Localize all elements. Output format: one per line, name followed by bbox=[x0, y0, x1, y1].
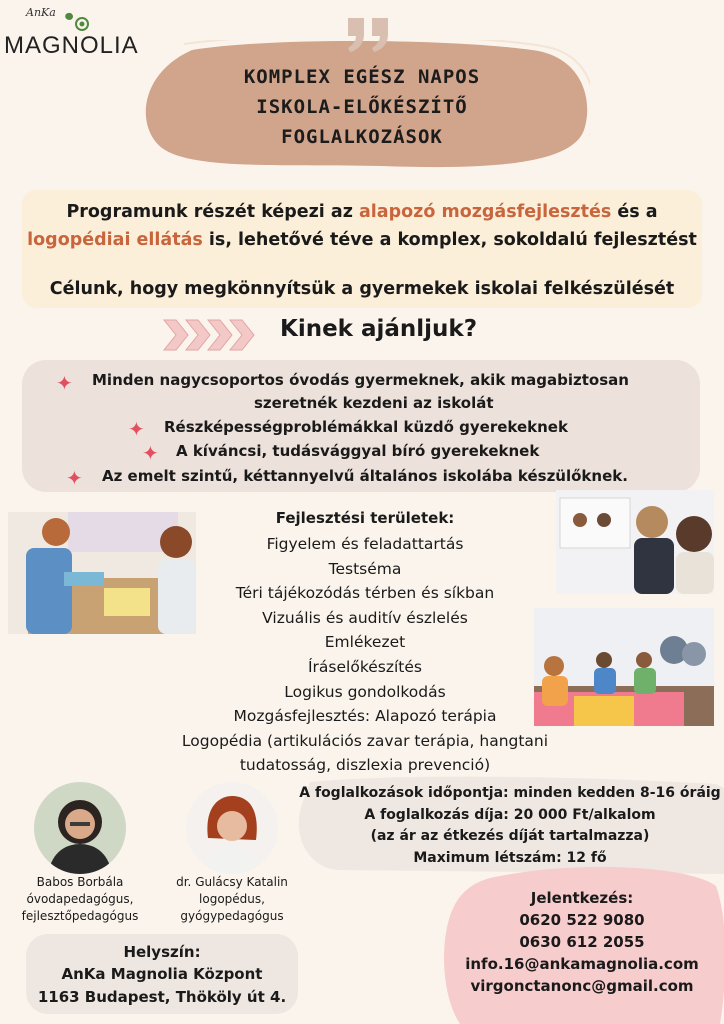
audience-item: Részképességproblémákkal küzdő gyerekeknek bbox=[164, 418, 568, 436]
title-line-2: ISKOLA-ELŐKÉSZÍTŐ bbox=[256, 96, 468, 118]
areas-heading: Fejlesztési területek: bbox=[275, 509, 455, 527]
area-item: Logopédia (artikulációs zavar terápia, hangtani bbox=[181, 731, 549, 750]
audience-heading: Kinek ajánljuk? bbox=[280, 316, 478, 342]
schedule-fee: A foglalkozás díja: 20 000 Ft/alkalom bbox=[364, 807, 656, 823]
star-icon: ✦ bbox=[56, 371, 73, 395]
contact-phone-2[interactable]: 0630 612 2055 bbox=[519, 933, 645, 951]
intro-line-1 bbox=[22, 200, 702, 224]
contact-email-2[interactable]: virgonctanonc@gmail.com bbox=[470, 977, 694, 995]
staff-role: fejlesztőpedagógus bbox=[21, 909, 139, 923]
intro-line-2 bbox=[22, 228, 702, 252]
area-item: Íráselőkészítés bbox=[307, 657, 422, 676]
area-item: Testséma bbox=[328, 559, 402, 578]
audience-item: A kíváncsi, tudásvággyal bíró gyerekeknek bbox=[176, 442, 540, 460]
schedule-time: A foglalkozások időpontja: minden kedden 8-16 óráig bbox=[299, 785, 721, 801]
title-line-3: FOGLALKOZÁSOK bbox=[281, 126, 443, 148]
audience-item: Minden nagycsoportos óvodás gyermeknek, akik magabiztosan bbox=[92, 371, 629, 389]
leaf-icon bbox=[62, 10, 92, 32]
development-areas bbox=[160, 506, 570, 778]
photo-mirror-session bbox=[556, 490, 714, 594]
contact-email-1[interactable]: info.16@ankamagnolia.com bbox=[465, 955, 699, 973]
contact-phone-1[interactable]: 0620 522 9080 bbox=[519, 911, 645, 929]
title-line-1: KOMPLEX EGÉSZ NAPOS bbox=[243, 66, 481, 88]
staff-babos bbox=[6, 874, 154, 925]
area-item: Figyelem és feladattartás bbox=[266, 535, 464, 553]
star-icon: ✦ bbox=[142, 441, 159, 465]
area-item: Emlékezet bbox=[324, 633, 406, 652]
intro-text: Programunk részét képezi az bbox=[66, 202, 359, 222]
area-item: Vizuális és auditív észlelés bbox=[262, 608, 468, 627]
contact-heading: Jelentkezés: bbox=[530, 889, 634, 907]
page-title bbox=[172, 62, 552, 152]
area-item: Téri tájékozódás térben és síkban bbox=[235, 584, 495, 603]
logo-word: MAGNOLIA bbox=[4, 32, 139, 59]
star-icon: ✦ bbox=[66, 466, 83, 490]
quote-icon bbox=[344, 14, 394, 54]
audience-item: szeretnék kezdeni az iskolát bbox=[254, 394, 494, 412]
avatar-babos bbox=[34, 782, 126, 874]
area-item: tudatosság, diszlexia prevenció) bbox=[239, 756, 491, 775]
intro-text: és a bbox=[611, 202, 658, 222]
staff-role: gyógypedagógus bbox=[180, 909, 284, 923]
location-address: 1163 Budapest, Thököly út 4. bbox=[37, 988, 287, 1006]
location-name: AnKa Magnolia Központ bbox=[61, 965, 263, 983]
schedule-note: (az ár az étkezés díját tartalmazza) bbox=[370, 828, 650, 844]
schedule-max: Maximum létszám: 12 fő bbox=[413, 850, 607, 866]
avatar-gulacsy bbox=[186, 782, 278, 874]
staff-role: óvodapedagógus, bbox=[26, 892, 134, 906]
intro-goal: Célunk, hogy megkönnyítsük a gyermekek iskolai felkészülését bbox=[49, 279, 675, 299]
chevron-arrows-icon bbox=[160, 318, 260, 352]
intro-highlight-speech: logopédiai ellátás bbox=[27, 230, 203, 250]
area-item: Mozgásfejlesztés: Alapozó terápia bbox=[233, 707, 497, 726]
logo-script: AnKa bbox=[26, 6, 56, 19]
area-item: Logikus gondolkodás bbox=[284, 682, 446, 701]
intro-text: is, lehetővé téve a komplex, sokoldalú fejlesztést bbox=[202, 230, 697, 250]
intro-highlight-movement: alapozó mozgásfejlesztés bbox=[359, 202, 612, 222]
staff-name: dr. Gulácsy Katalin bbox=[176, 875, 288, 889]
staff-role: logopédus, bbox=[199, 892, 265, 906]
audience-item: Az emelt szintű, kéttannyelvű általános iskolába készülőknek. bbox=[102, 467, 628, 485]
staff-name: Babos Borbála bbox=[36, 875, 124, 889]
location-heading: Helyszín: bbox=[123, 943, 201, 961]
staff-gulacsy bbox=[160, 874, 304, 925]
star-icon: ✦ bbox=[128, 417, 145, 441]
